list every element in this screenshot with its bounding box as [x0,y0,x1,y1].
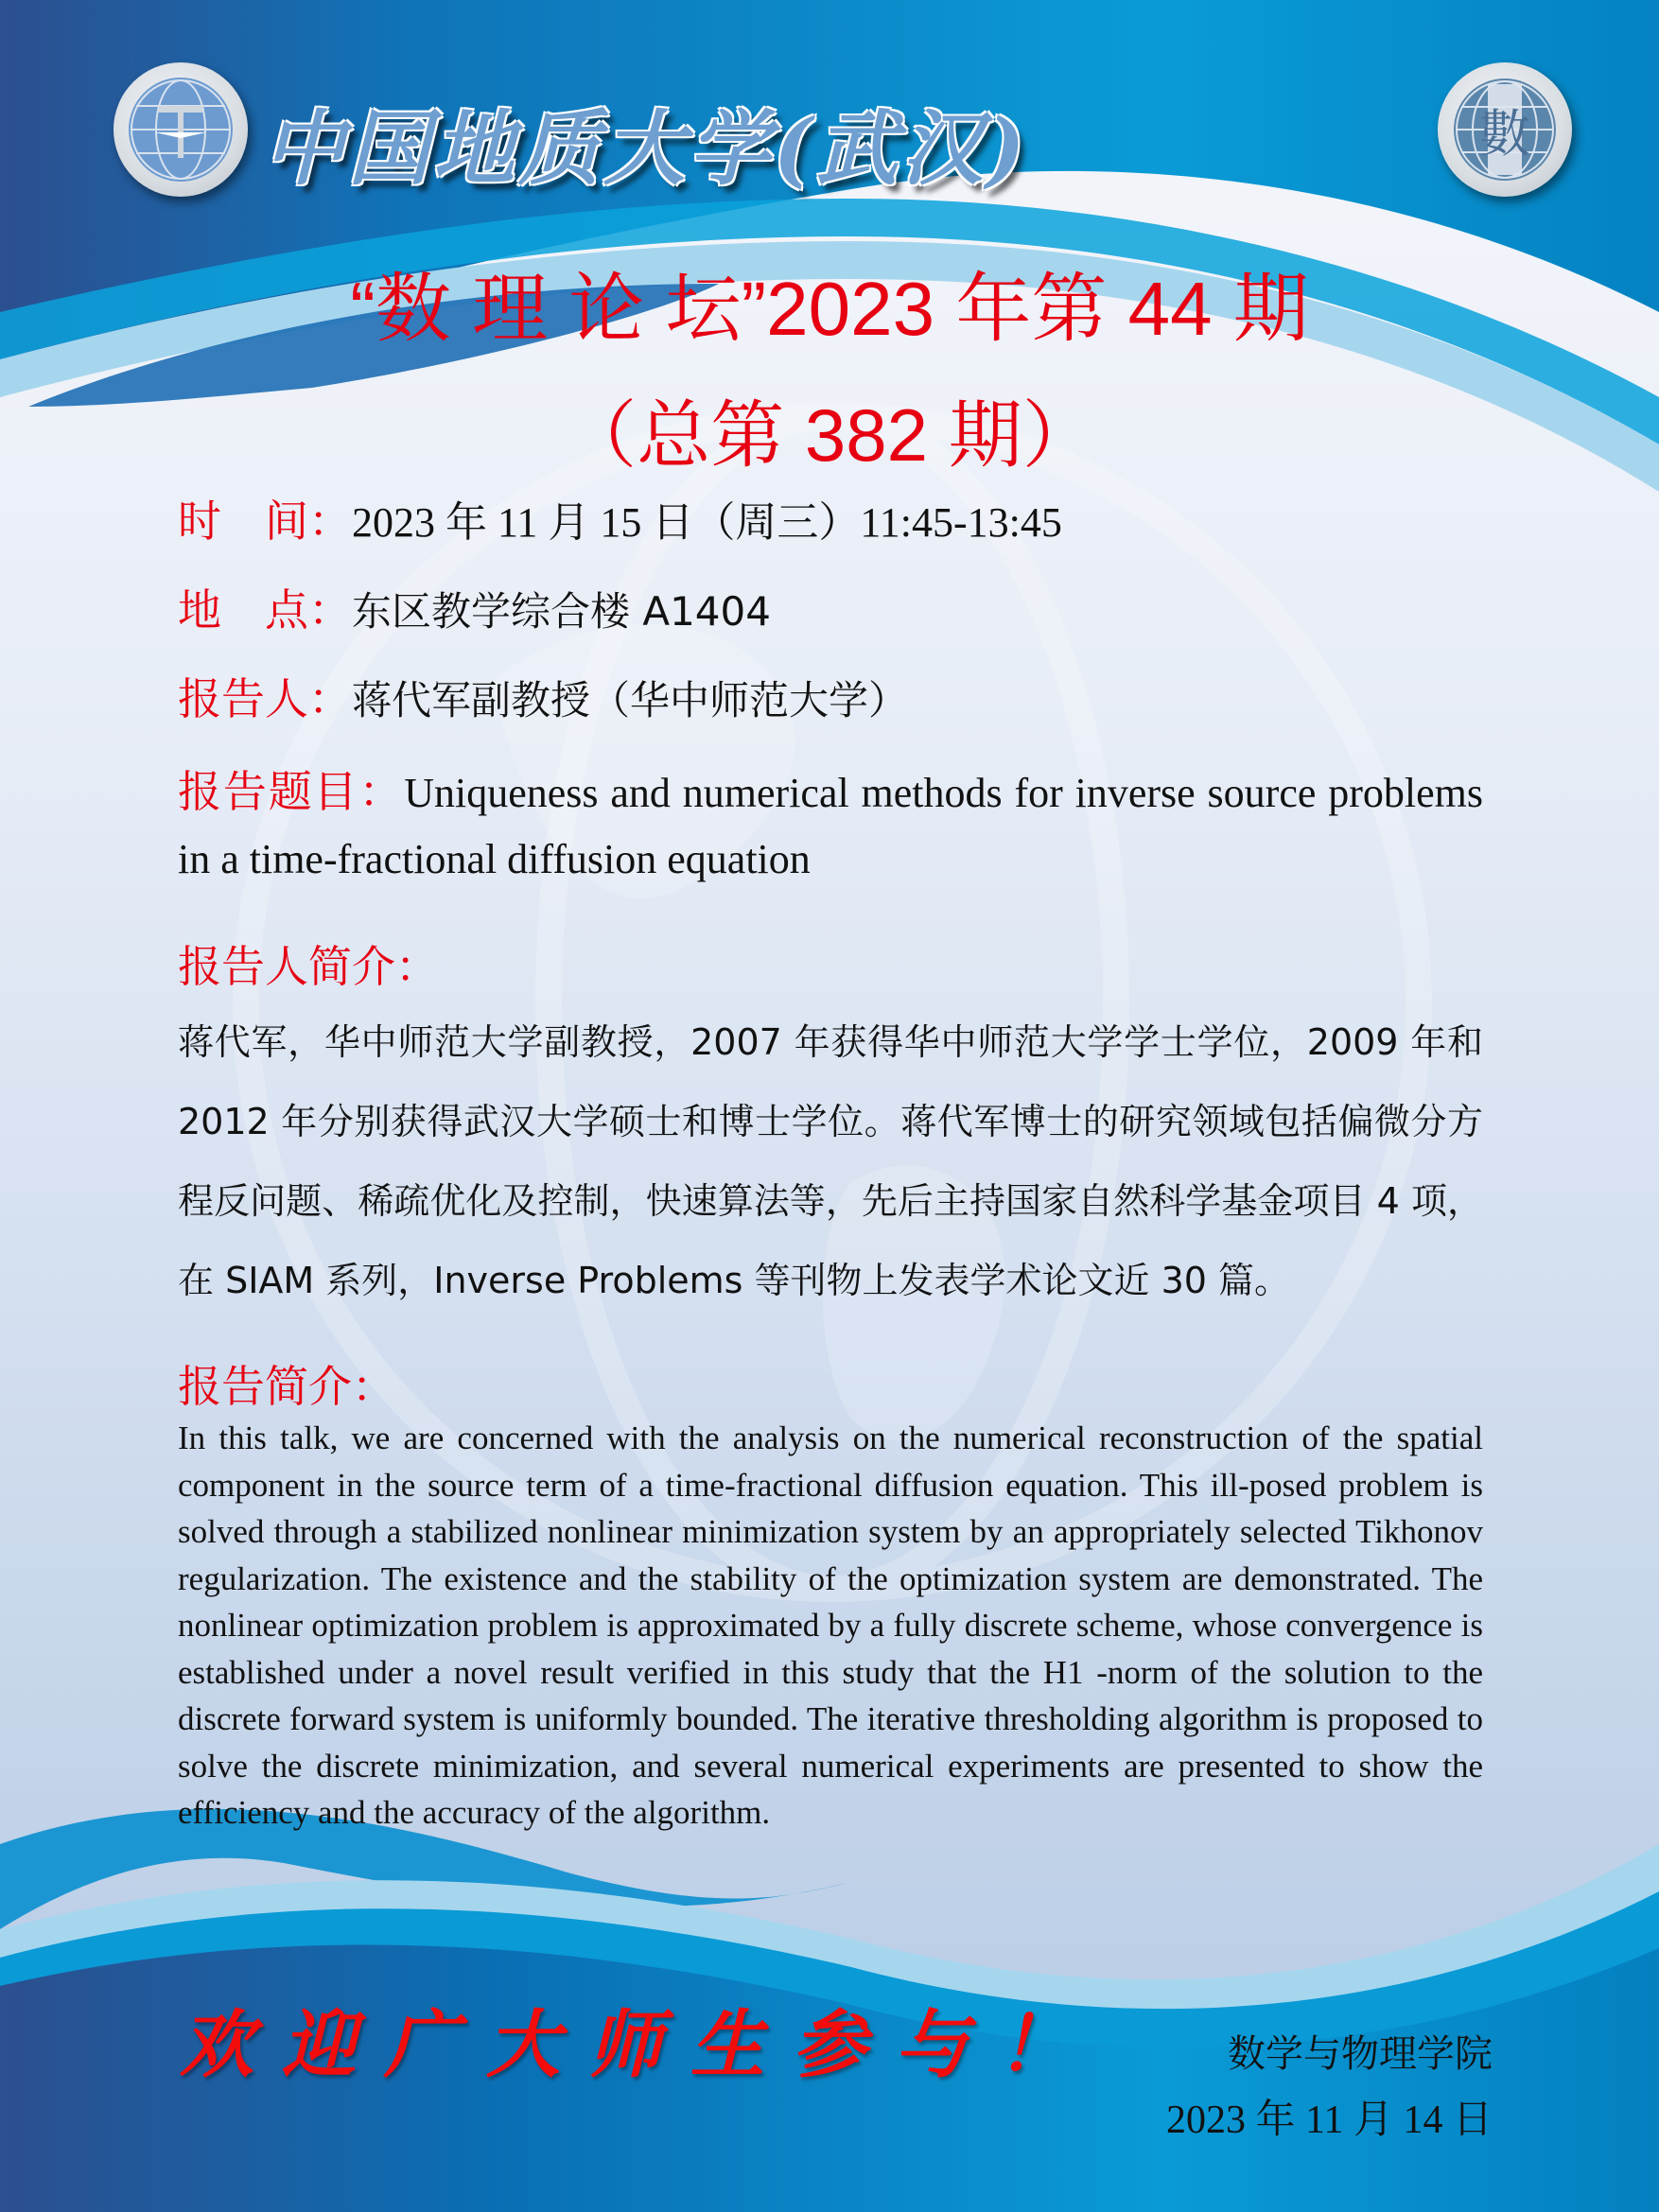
speaker-row [178,670,1483,730]
speaker-value: 蒋代军副教授（华中师范大学） [352,677,909,723]
speaker-bio-text: 蒋代军，华中师范大学副教授，2007 年获得华中师范大学学士学位，2009 年和 2012 年分别获得武汉大学硕士和博士学位。蒋代军博士的研究领域包括偏微分方程反问题、稀疏优化及控制，快速算法等，先后主持国家自然科学基金项目 4 项，在 SIAM 系列，Inverse Problems 等刊物上发表学术论文近 30 篇。 [178,1021,1483,1301]
topic-label: 报告题目： [178,766,405,817]
school-seal-glyph: 數 [1479,103,1530,164]
place-label: 地 点： [178,584,352,636]
organizer-school: 数学与物理学院 [1228,2032,1493,2076]
forum-title: “数 理 论 坛”2023 年第 44 期 [350,267,1309,351]
place-row [178,581,1483,641]
time-value: 2023 年 11 月 15 日（周三）11:45-13:45 [352,499,1062,546]
university-logo [114,62,248,197]
school-logo [1438,62,1572,197]
abstract-heading: 报告简介： [178,1361,395,1412]
university-seal-icon [129,78,233,182]
time-label: 时 间： [178,496,352,547]
speaker-label: 报告人： [178,673,352,724]
event-details [178,492,1483,1837]
university-name: 中国地质大学(武汉) [263,101,1029,197]
place-value: 东区教学综合楼 A1404 [352,588,771,635]
time-row [178,492,1483,552]
school-seal-icon [1454,78,1556,181]
forum-issue-total: （总第 382 期） [563,393,1096,477]
topic-value: Uniqueness and numerical methods for inverse source problems in a time-fractional diffusion equation [178,770,1483,882]
topic-row [178,758,1483,893]
speaker-bio-heading: 报告人简介： [178,941,439,992]
issue-date: 2023 年 11 月 14 日 [1166,2099,1493,2142]
abstract-text: In this talk, we are concerned with the analysis on the numerical reconstruction of the spatial component in the source term of a time-fractional diffusion equation. This ill-posed problem is solved through a stabilized nonlinear minimization system by an appropriately selected Tikhonov regularization. The existence and the stability of the optimization system are demonstrated. The nonlinear optimization problem is approximated by a fully discrete scheme, whose convergence is established under a novel result verified in this study that the H1 -norm of the solution to the discrete forward system is uniformly bounded. The iterative thresholding algorithm is proposed to solve the discrete minimization, and several numerical experiments are presented to show the efficiency and the accuracy of the algorithm. [178,1420,1483,1831]
welcome-slogan: 欢迎广大师生参与！ [180,2002,1100,2088]
